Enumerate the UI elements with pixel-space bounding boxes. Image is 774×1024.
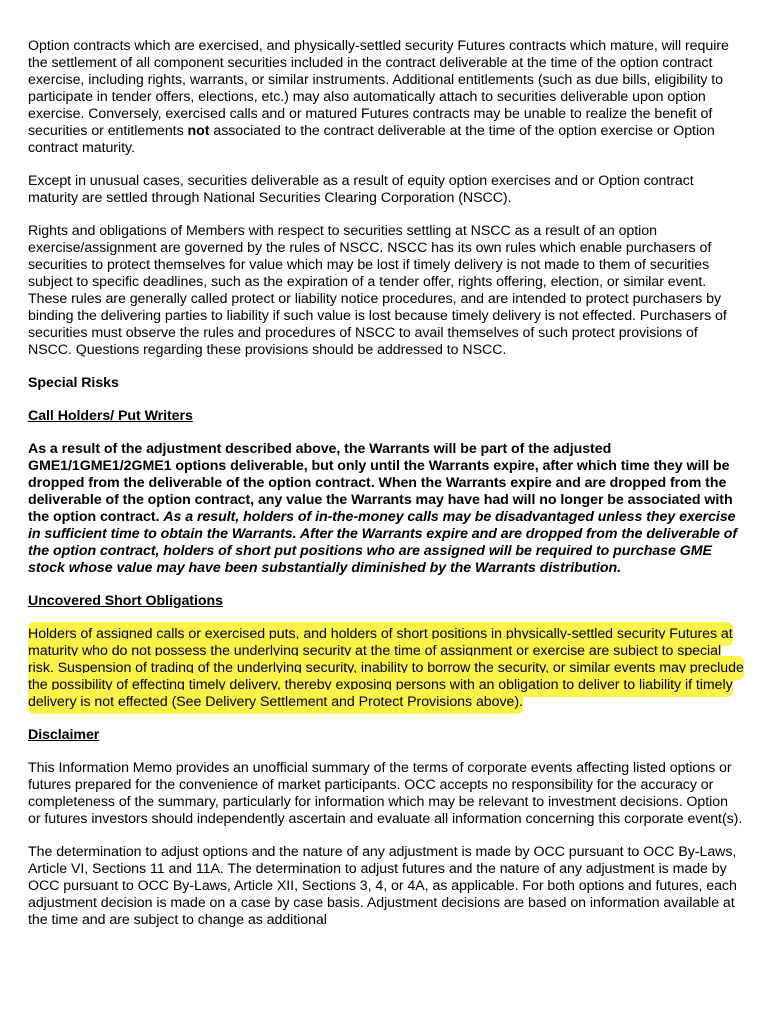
paragraph-warrants-bold: As a result of the adjustment described above, the Warrants will be part of the adjusted GME1/1GME1/2GME1 options deliverable, but only until the Warrants expire, after which time they will be dropped from the deliverable of the option contract. When the Warrants expire and are dropped from the deliverable of the option contract, any value the Warrants may have had will no longer be associated with the option contract. <box>28 441 733 525</box>
paragraph-disclaimer: This Information Memo provides an unofficial summary of the terms of corporate events affecting listed options or futures prepared for the convenience of market participants. OCC accepts no responsibility for the accuracy or completeness of the summary, particularly for information which may be relevant to investment decisions. Option or futures investors should independently ascertain and evaluate all information concerning this corporate event(s). <box>28 760 743 827</box>
paragraph-rights-obligations: Rights and obligations of Members with respect to securities settling at NSCC as a result of an option exercise/assignment are governed by the rules of NSCC. NSCC has its own rules which enable purchasers of securities to protect themselves for value which may be lost if timely delivery is not made to them of securities subject to specific deadlines, such as the expiration of a tender offer, rights offering, election, or similar event. These rules are generally called protect or liability notice procedures, and are intended to protect purchasers by binding the delivering parties to liability if such value is lost because timely delivery is not effected. Purchasers of securities must observe the rules and procedures of NSCC to avail themselves of such protect provisions of NSCC. Questions regarding these provisions should be addressed to NSCC. <box>28 223 727 358</box>
paragraph-warrants-bold-italic: As a result, holders of in-the-money calls may be disadvantaged unless they exercise in sufficient time to obtain the Warrants. After the Warrants expire and are dropped from the deliverable of the option contract, holders of short put positions who are assigned will be required to purchase GME stock whose value may have been substantially diminished by the Warrants distribution. <box>28 509 738 576</box>
heading-uncovered-short-obligations: Uncovered Short Obligations <box>28 593 223 609</box>
paragraph-settlement-text-a: Option contracts which are exercised, and physically-settled security Futures contracts which mature, will require the settlement of all component securities included in the contract deliverable at the time of the option contract exercise, including rights, warrants, or similar instruments. Additional entitlements (such as due bills, eligibility to participate in tender offers, elections, etc.) may also automatically attach to securities deliverable upon option exercise. Conversely, exercised calls and or matured Futures contracts may be unable to realize the benefit of securities or entitlements <box>28 38 729 139</box>
paragraph-warrants <box>28 441 744 577</box>
paragraph-adjustment-determination: The determination to adjust options and the nature of any adjustment is made by OCC pursuant to OCC By-Laws, Article VI, Sections 11 and 11A. The determination to adjust futures and the nature of any adjustment is made by OCC pursuant to OCC By-Laws, Article XII, Sections 3, 4, or 4A, as applicable. For both options and futures, each adjustment decision is made on a case by case basis. Adjustment decisions are based on information available at the time and are subject to change as additional <box>28 844 737 928</box>
paragraph-settlement-text-b: associated to the contract deliverable at the time of the option exercise or Option contract maturity. <box>28 123 715 156</box>
emphasis-not: not <box>187 123 210 139</box>
highlighted-text: Holders of assigned calls or exercised puts, and holders of short positions in physically-settled security Futures at maturity who do not possess the underlying security at the time of assignment or exercise are subject to special risk. Suspension of trading of the underlying security, inability to borrow the security, or similar events may preclude the possibility of effecting timely delivery, thereby exposing persons with an obligation to deliver to liability if timely delivery is not effected (See Delivery Settlement and Protect Provisions above). <box>28 622 744 714</box>
heading-special-risks: Special Risks <box>28 375 119 391</box>
paragraph-uncovered-short <box>28 626 744 711</box>
heading-call-holders-put-writers: Call Holders/ Put Writers <box>28 408 193 424</box>
heading-disclaimer: Disclaimer <box>28 727 100 743</box>
paragraph-nscc-settlement: Except in unusual cases, securities deliverable as a result of equity option exercises and or Option contract maturity are settled through National Securities Clearing Corporation (NSCC). <box>28 173 694 206</box>
paragraph-settlement <box>28 38 744 157</box>
